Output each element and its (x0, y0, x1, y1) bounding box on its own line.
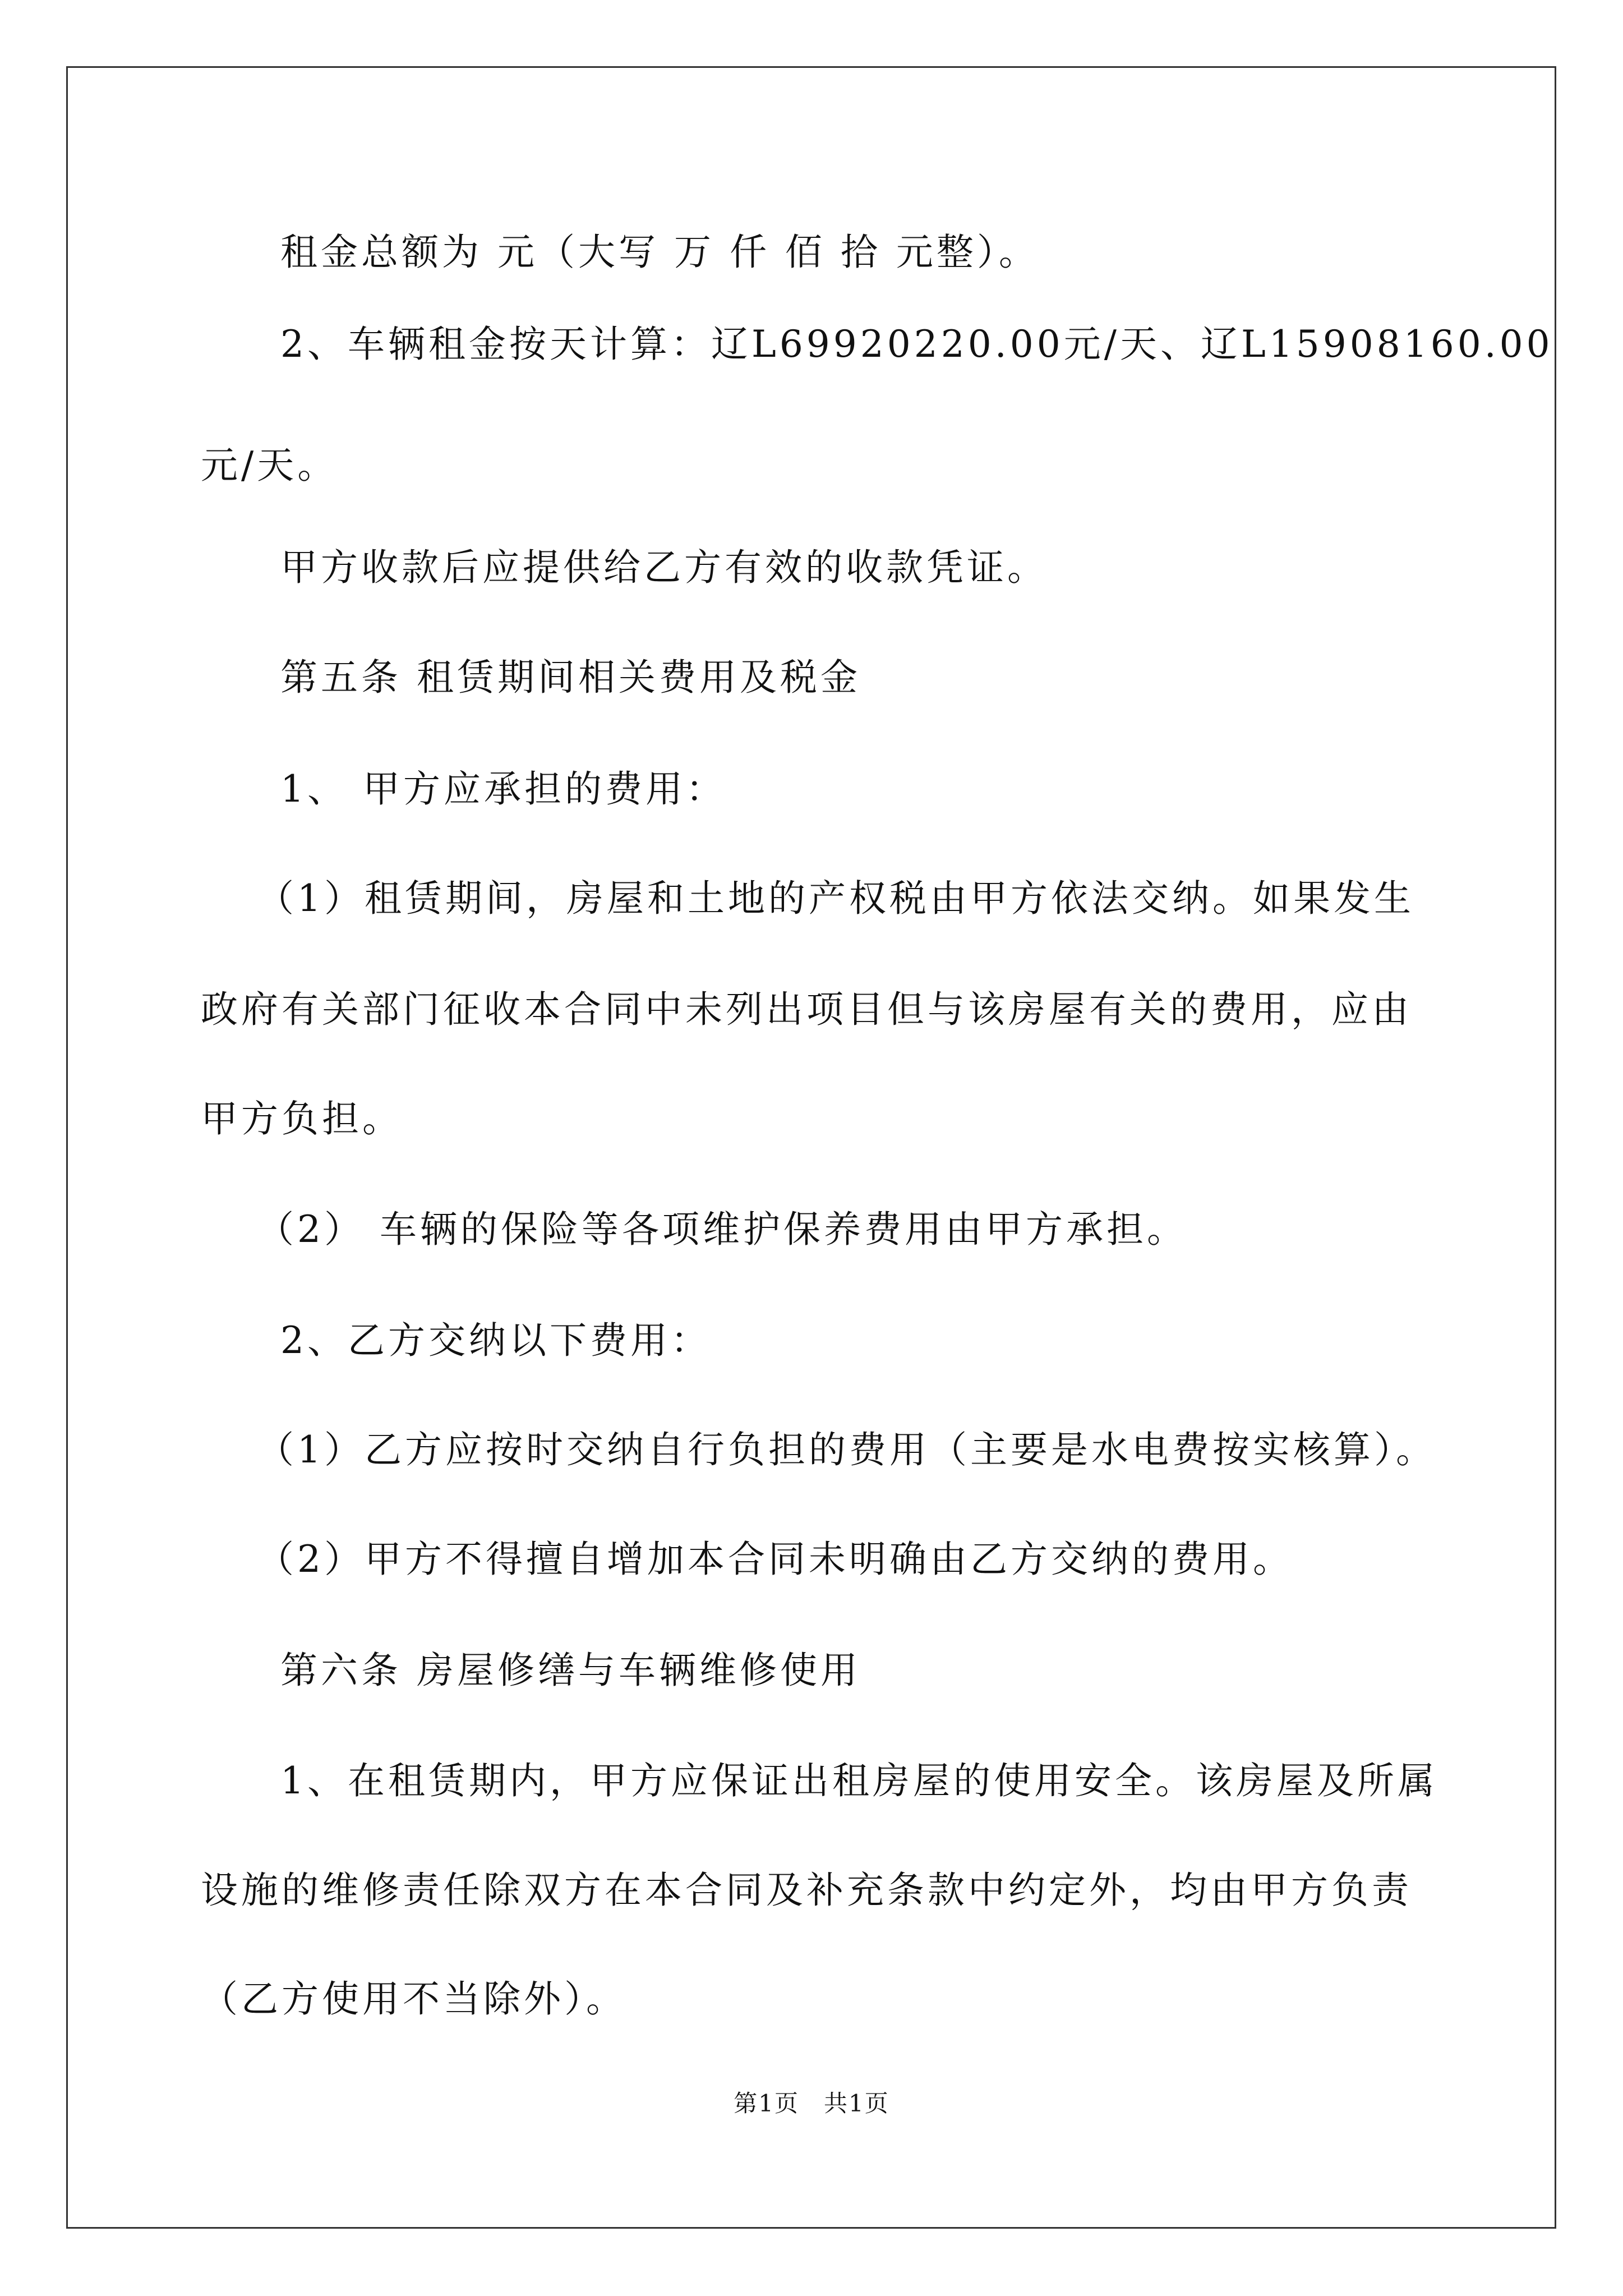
paragraph-line: （1）租赁期间，房屋和土地的产权税由甲方依法交纳。如果发生 (257, 877, 1414, 920)
page-number-footer: 第1页 共1页 (734, 2090, 889, 2117)
paragraph-line: （2） 车辆的保险等各项维护保养费用由甲方承担。 (257, 1208, 1187, 1251)
section-heading: 第六条 房屋修缮与车辆维修使用 (280, 1649, 861, 1692)
paragraph-line: （乙方使用不当除外）。 (201, 1977, 626, 2021)
paragraph-line: 2、车辆租金按天计算：辽L69920220.00元/天、辽L15908160.00 (280, 323, 1553, 366)
paragraph-line: 元/天。 (201, 444, 338, 487)
section-heading: 第五条 租赁期间相关费用及税金 (280, 656, 861, 699)
paragraph-line: 1、 甲方应承担的费用： (280, 767, 726, 811)
paragraph-line: 租金总额为 元（大写 万 仟 佰 拾 元整）。 (280, 231, 1039, 274)
paragraph-line: 设施的维修责任除双方在本合同及补充条款中约定外，均由甲方负责 (201, 1869, 1412, 1912)
paragraph-line: 1、在租赁期内，甲方应保证出租房屋的使用安全。该房屋及所属 (280, 1759, 1438, 1802)
paragraph-line: （1）乙方应按时交纳自行负担的费用（主要是水电费按实核算）。 (257, 1428, 1436, 1471)
paragraph-line: （2）甲方不得擅自增加本合同未明确由乙方交纳的费用。 (257, 1538, 1293, 1581)
paragraph-line: 2、乙方交纳以下费用： (280, 1319, 711, 1362)
paragraph-line: 甲方负担。 (201, 1097, 403, 1140)
paragraph-line: 政府有关部门征收本合同中未列出项目但与该房屋有关的费用，应由 (201, 988, 1412, 1031)
paragraph-line: 甲方收款后应提供给乙方有效的收款凭证。 (280, 546, 1048, 589)
